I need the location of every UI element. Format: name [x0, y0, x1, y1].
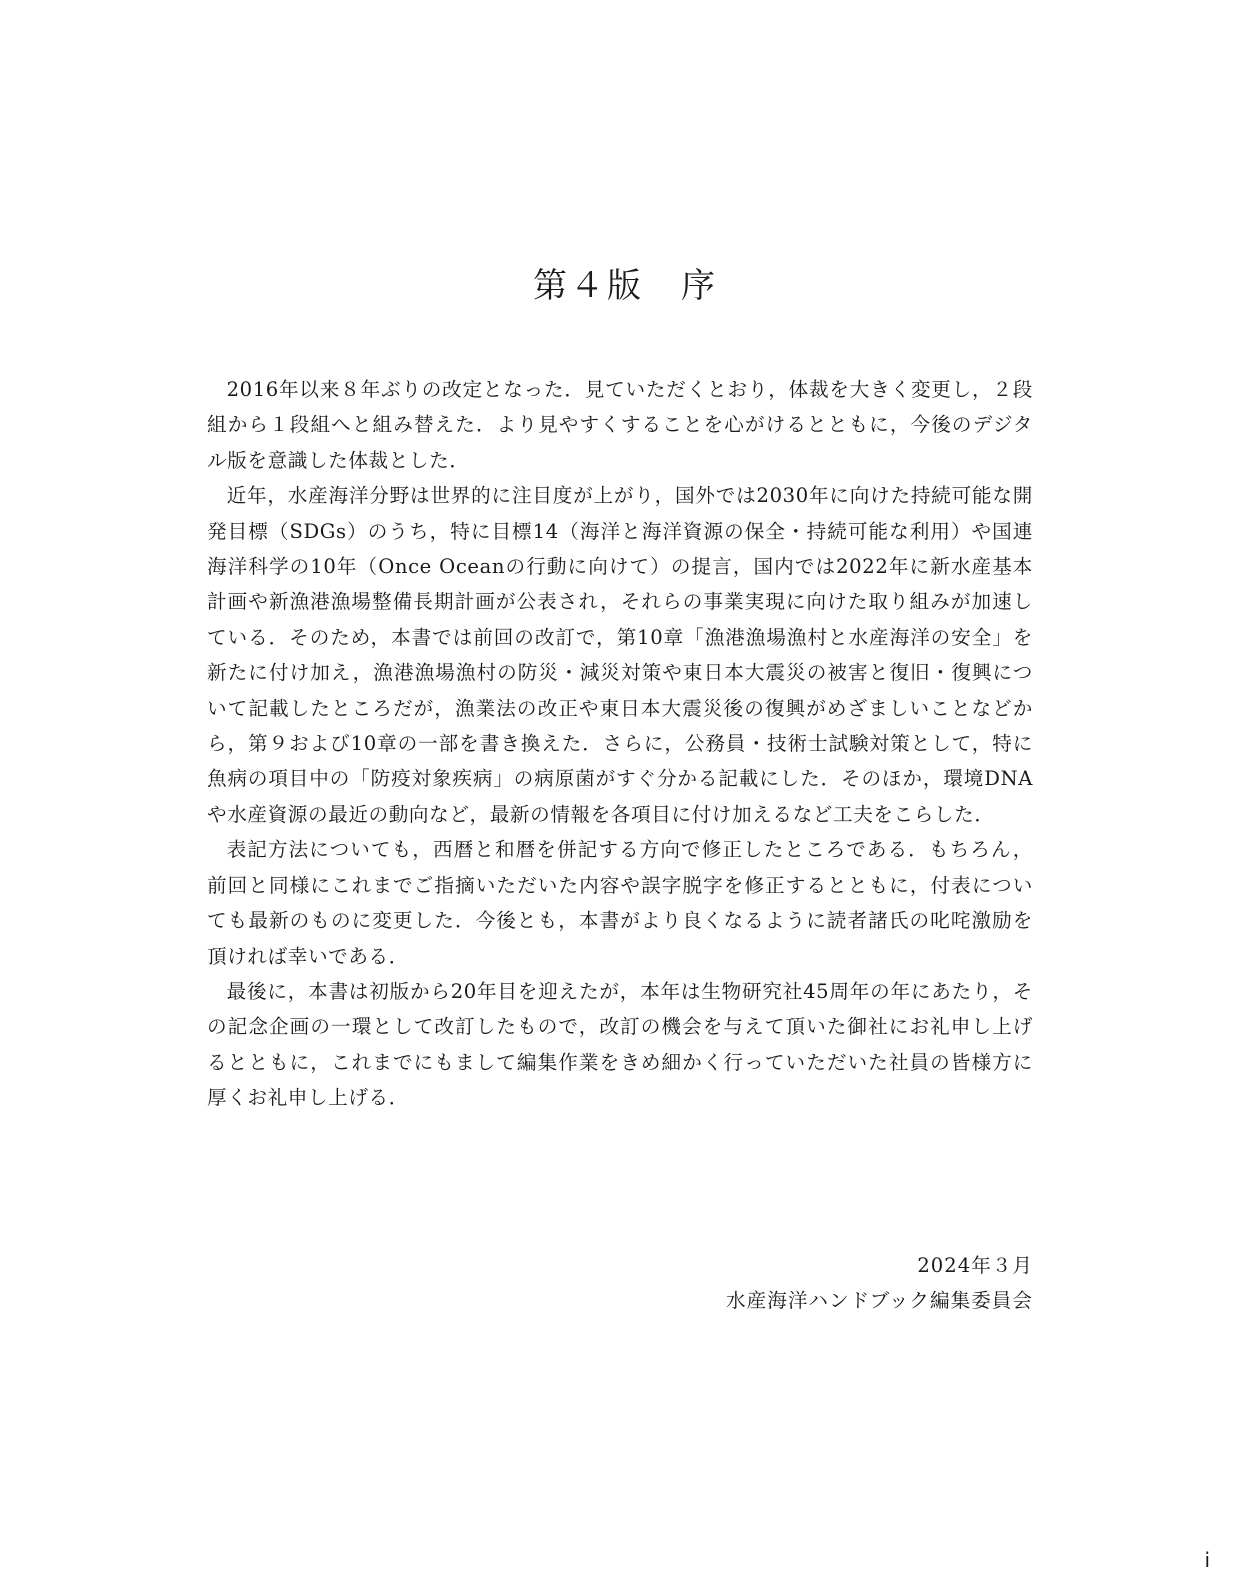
preface-body: [207, 372, 1033, 1116]
paragraph-4: 最後に，本書は初版から20年目を迎えたが，本年は生物研究社45周年の年にあたり，その記念企画の一環として改訂したもので，改訂の機会を与えて頂いた御社にお礼申し上げるとともに，これまでにもまして編集作業をきめ細かく行っていただいた社員の皆様方に厚くお礼申し上げる．: [207, 979, 1033, 1110]
paragraph-3: 表記方法についても，西暦と和暦を併記する方向で修正したところである．もちろん，前回と同様にこれまでご指摘いただいた内容や誤字脱字を修正するとともに，付表についても最新のものに変更した．今後とも，本書がより良くなるように読者諸氏の叱咤激励を頂ければ幸いである．: [207, 838, 1033, 968]
paragraph-2: 近年，水産海洋分野は世界的に注目度が上がり，国外では2030年に向けた持続可能な開発目標（SDGs）のうち，特に目標14（海洋と海洋資源の保全・持続可能な利用）や国連海洋科学の10年（Once Oceanの行動に向けて）の提言，国内では2022年に新水産基本計画や新漁港漁場整備長期計画が公表され，それらの事業実現に向けた取り組みが加速している．そのため，本書では前回の改訂で，第10章「漁港漁場漁村と水産海洋の安全」を新たに付け加え，漁港漁場漁村の防災・減災対策や東日本大震災の被害と復旧・復興について記載したところだが，漁業法の改正や東日本大震災後の復興がめざましいことなどから，第９および10章の一部を書き換えた．さらに，公務員・技術士試験対策として，特に魚病の項目中の「防疫対象疾病」の病原菌がすぐ分かる記載にした．そのほか，環境DNAや水産資源の最近の動向など，最新の情報を各項目に付け加えるなど工夫をこらした．: [207, 484, 1033, 826]
page-number: i: [1204, 1548, 1210, 1572]
signature-author: 水産海洋ハンドブック編集委員会: [726, 1289, 1033, 1313]
signature-date: 2024年３月: [917, 1254, 1033, 1277]
paragraph-1: 2016年以来８年ぶりの改定となった．見ていただくとおり，体裁を大きく変更し，２段組から１段組へと組み替えた．より見やすくすることを心がけるとともに，今後のデジタル版を意識した体裁とした．: [207, 378, 1033, 472]
page-title: 第４版 序: [533, 266, 718, 306]
signature-block: [600, 1248, 1033, 1319]
